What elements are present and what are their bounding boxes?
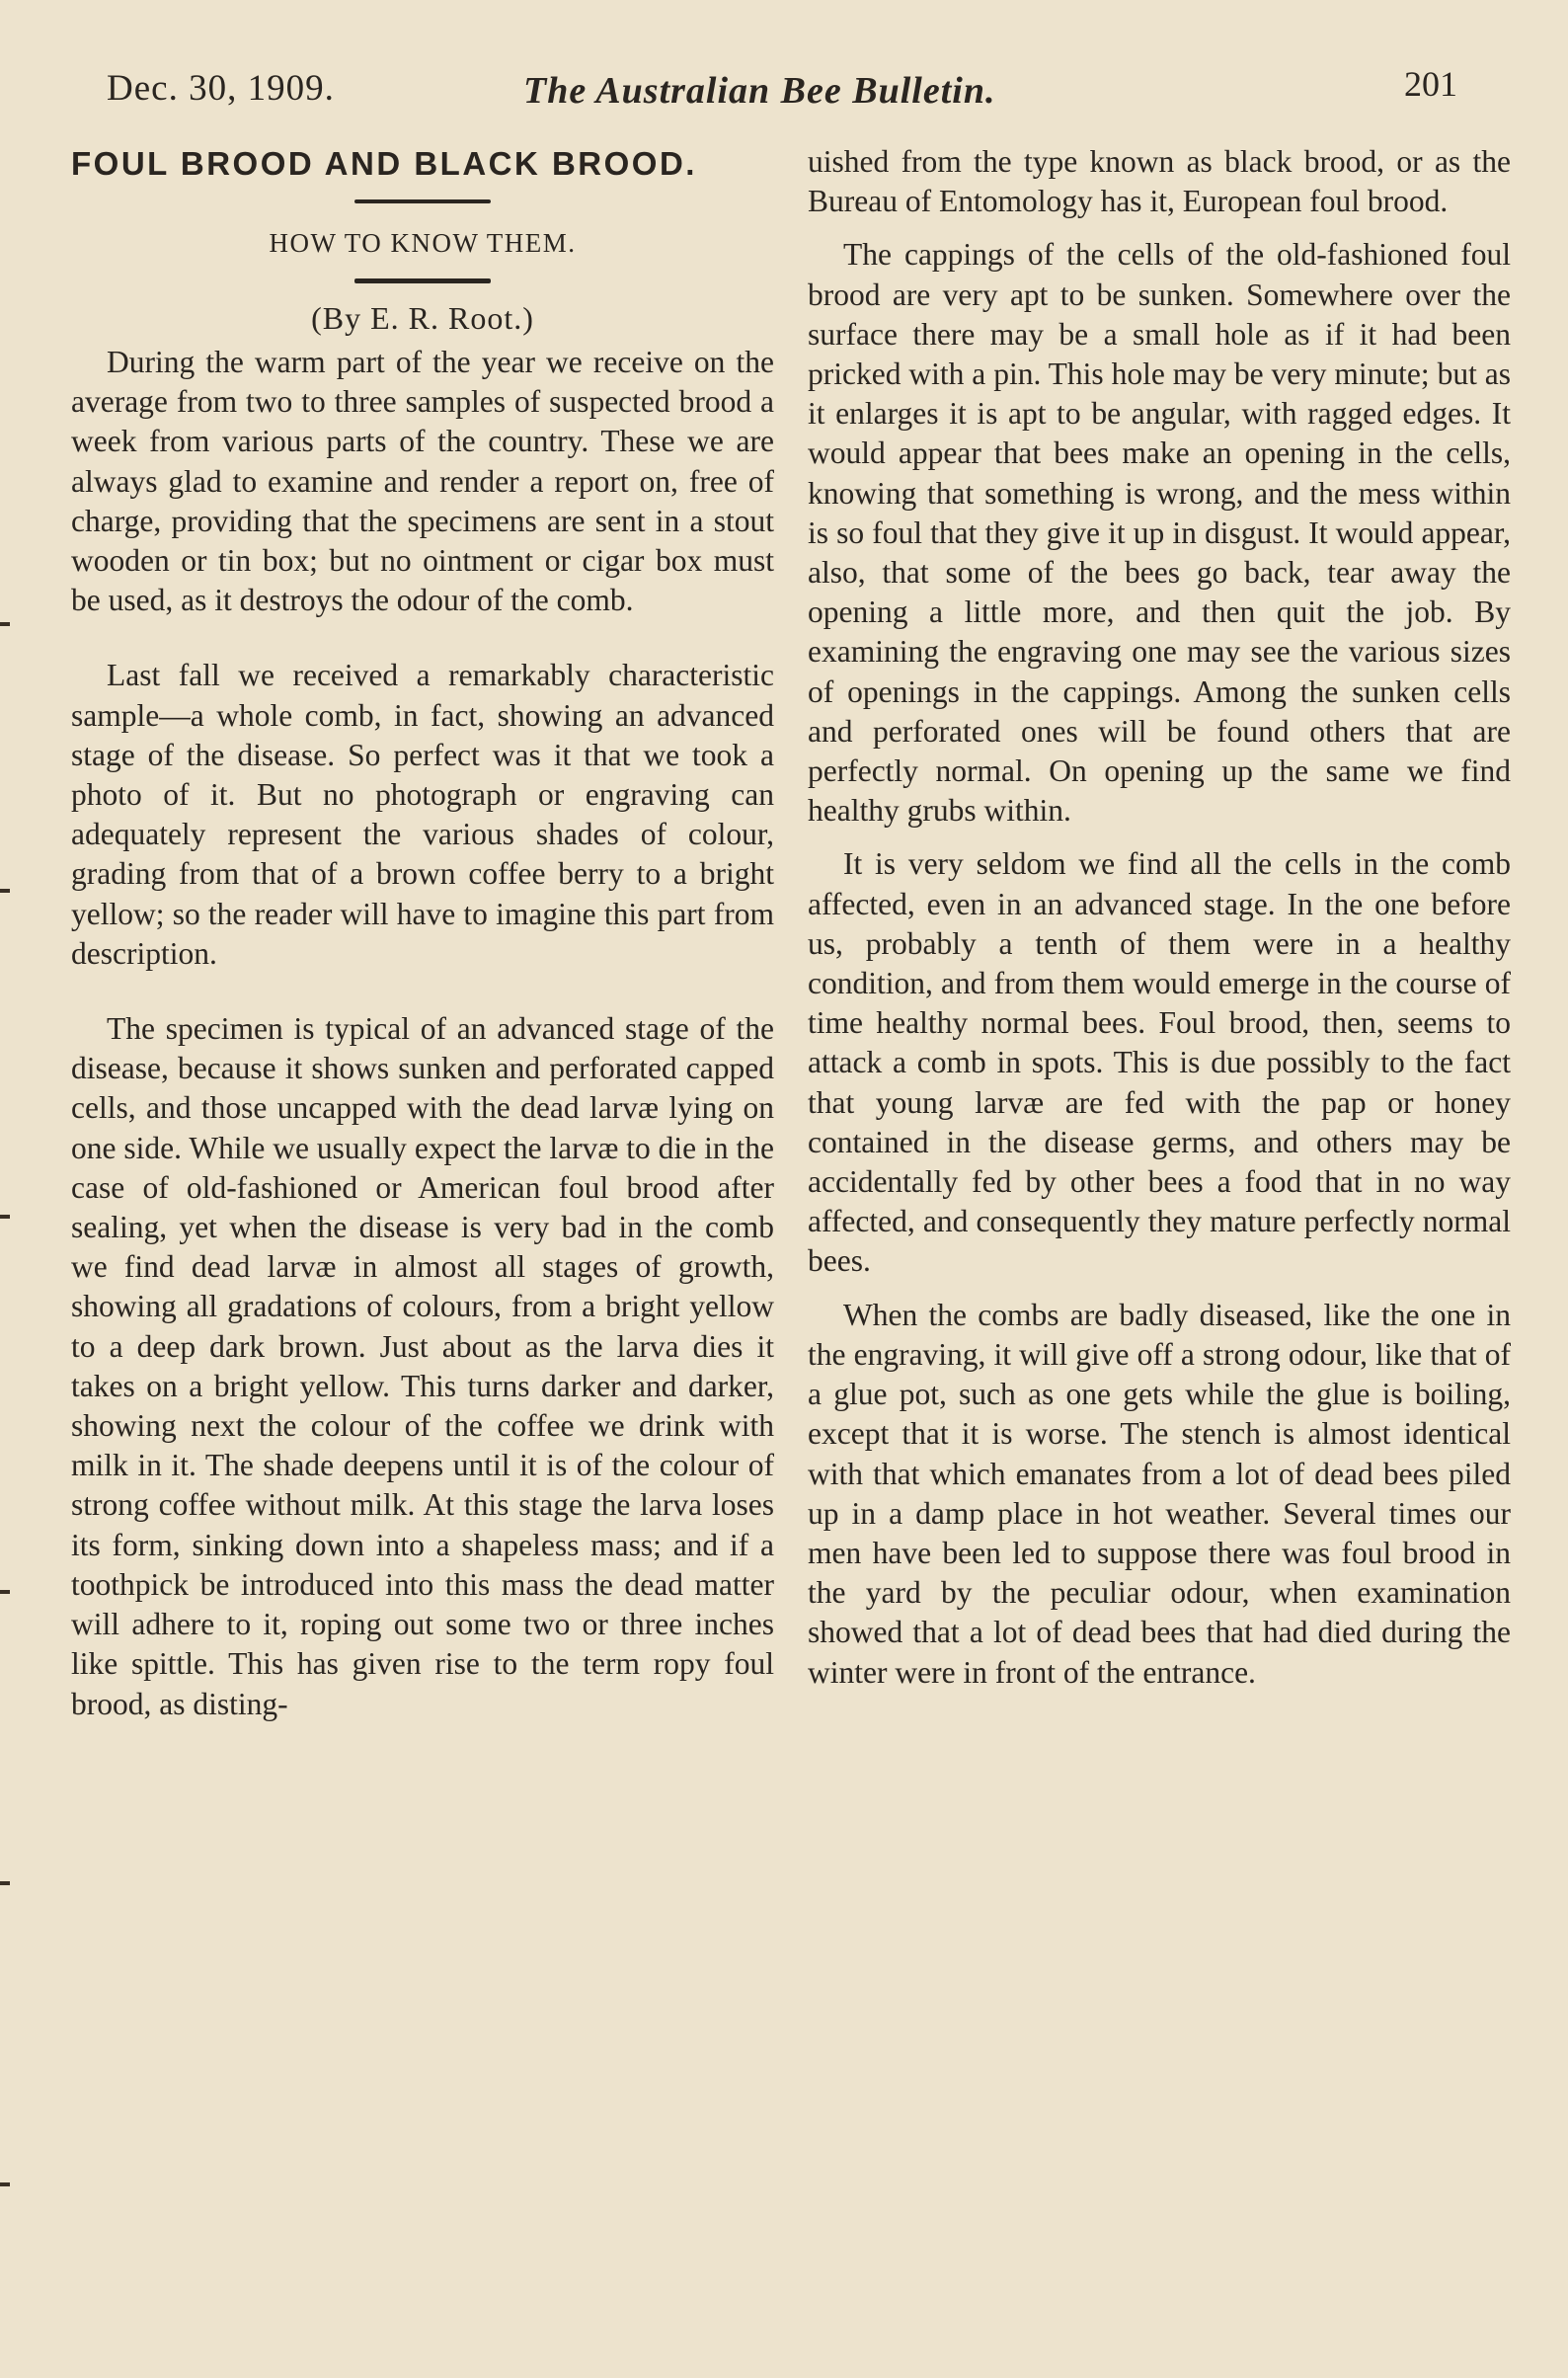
paragraph: During the warm part of the year we receive on the average from two to three samples of suspected brood a week from various parts of the country. These we are always glad to examine and render a report on, free of charge, providing that the specimens are sent in a stout wooden or tin box; but no ointment or cigar box must be used, as it destroys the odour of the comb. [71,345,774,618]
paragraph: The cappings of the cells of the old-fashioned foul brood are very apt to be sunken. Somewhere over the surface there may be a small hole as if it had been pricked with a pin. This hole may be very minute; but as it enlarges it is apt to be angular, with ragged edges. It would appear that bees make an opening in the cells, knowing that something is wrong, and the mess within is so foul that they give it up in disgust. It would appear, also, that some of the bees go back, tear away the opening a little more, and then quit the job. By examining the engraving one may see the various sizes of openings in the cappings. Among the sunken cells and perforated ones will be found others that are perfectly normal. On opening up the same we find healthy grubs within. [808,237,1511,829]
right-column [808,142,1511,1693]
paragraph: When the combs are badly diseased, like the one in the engraving, it will give off a strong odour, like that of a glue pot, such as one gets while the glue is boiling, except that it is worse. The stench is almost identical with that which emanates from a lot of dead bees piled up in a damp place in hot weather. Several times our men have been led to suppose there was foul brood in the yard by the peculiar odour, when examination showed that a lot of dead bees that had died during the winter were in front of the entrance. [808,1297,1511,1690]
binding-mark [0,1881,10,1885]
issue-date: Dec. 30, 1909. [107,68,335,109]
paragraph: It is very seldom we find all the cells in the comb affected, even in an advanced stage. In the one before us, probably a tenth of them were in a healthy condition, and from them would emerge in the course of time healthy normal bees. Foul brood, then, seems to attack a comb in spots. This is due possibly to the fact that young larvæ are fed with the pap or honey contained in the disease germs, and others may be accidentally fed by other bees a food that in no way affected, and consequently they mature perfectly normal bees. [808,846,1511,1279]
binding-mark [0,1215,10,1219]
binding-mark [0,2182,10,2186]
left-column [71,142,774,1724]
binding-mark [0,1590,10,1594]
paragraph: The specimen is typical of an advanced stage of the disease, because it shows sunken and perforated capped cells, and those uncapped with the dead larvæ lying on one side. While we usually expect the larvæ to die in the case of old-fashioned or American foul brood after sealing, yet when the disease is very bad in the comb we find dead larvæ in almost all stages of growth, showing all gradations of colours, from a bright yellow to a deep dark brown. Just about as the larva dies it takes on a bright yellow. This turns darker and darker, showing next the colour of the coffee we drink with milk in it. The shade deepens until it is of the colour of strong coffee without milk. At this stage the larva loses its form, sinking down into a shapeless mass; and if a toothpick be introduced into this mass the dead matter will adhere to it, roping out some two or three inches like spittle. This has given rise to the term ropy foul brood, as disting- [71,1011,774,1721]
page-header [0,64,1568,117]
article-subtitle: HOW TO KNOW THEM. [269,228,577,258]
title-rule [354,199,491,203]
binding-mark [0,889,10,893]
subtitle-rule [354,278,491,283]
binding-mark [0,622,10,626]
paragraph: Last fall we received a remarkably characteristic sample—a whole comb, in fact, showing an advanced stage of the disease. So perfect was it that we took a photo of it. But no photograph or engraving can adequately represent the various shades of colour, grading from that of a brown coffee berry to a bright yellow; so the reader will have to imagine this part from description. [71,658,774,971]
article-byline: (By E. R. Root.) [311,300,534,336]
paragraph-continued: uished from the type known as black brood, or as the Bureau of Entomology has it, European foul brood. [808,144,1511,219]
journal-title: The Australian Bee Bulletin. [523,70,996,112]
article-title: FOUL BROOD AND BLACK BROOD. [71,145,697,182]
page-number: 201 [1404,64,1457,104]
